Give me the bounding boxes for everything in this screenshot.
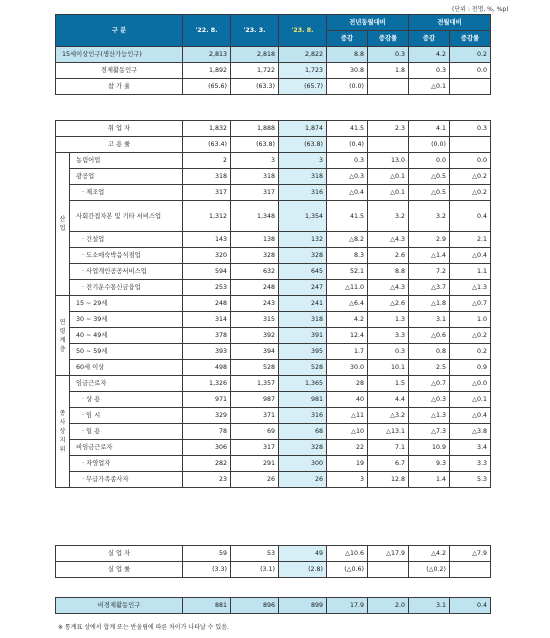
value-cell (450, 562, 491, 578)
footnote: ※ 통계표 상에서 합계 또는 반올림에 따른 차이가 나타날 수 있음. (58, 624, 229, 631)
value-cell: 0.4 (450, 598, 491, 614)
row-label: · 무급가족종사자 (70, 472, 183, 488)
value-cell: △0.6 (409, 328, 450, 344)
value-cell: 0.0 (409, 153, 450, 169)
value-cell: 378 (183, 328, 231, 344)
value-cell: 971 (183, 392, 231, 408)
value-cell: △4.2 (409, 546, 450, 562)
value-cell: (63.8) (279, 137, 327, 153)
table-row (56, 360, 491, 376)
row-label: 취 업 자 (56, 121, 183, 137)
value-cell: 2.3 (368, 121, 409, 137)
value-cell: △1.3 (450, 280, 491, 296)
value-cell: △13.1 (368, 424, 409, 440)
value-cell: 0.3 (368, 344, 409, 360)
value-cell: 328 (279, 440, 327, 456)
value-cell: 0.4 (450, 201, 491, 232)
value-cell: △0.2 (450, 185, 491, 201)
value-cell: 318 (183, 169, 231, 185)
table-row (56, 392, 491, 408)
value-cell: 1.5 (368, 376, 409, 392)
value-cell: 138 (231, 232, 279, 248)
value-cell: 1,874 (279, 121, 327, 137)
table-row (56, 201, 491, 232)
table-row (56, 598, 491, 614)
value-cell: 2,813 (183, 47, 231, 63)
side-char: 위 (59, 446, 66, 453)
value-cell: 0.0 (450, 153, 491, 169)
value-cell: 4.2 (327, 312, 368, 328)
table-row (56, 562, 491, 578)
value-cell: 318 (279, 312, 327, 328)
employment-detail-table (55, 120, 491, 488)
row-label: · 사업개인공공서비스업 (70, 264, 183, 280)
table-row (56, 280, 491, 296)
value-cell: 2.1 (450, 232, 491, 248)
value-cell: 1.3 (368, 312, 409, 328)
value-cell: 371 (231, 408, 279, 424)
value-cell: △0.1 (368, 169, 409, 185)
row-label: 비임금근로자 (70, 440, 183, 456)
value-cell: 981 (279, 392, 327, 408)
value-cell: 0.2 (450, 344, 491, 360)
value-cell: △1.3 (409, 408, 450, 424)
value-cell: △0.3 (409, 392, 450, 408)
value-cell: 52.1 (327, 264, 368, 280)
value-cell: 9.3 (409, 456, 450, 472)
value-cell: (63.8) (231, 137, 279, 153)
group-side-label (56, 153, 70, 296)
value-cell: 899 (279, 598, 327, 614)
value-cell: △0.4 (450, 408, 491, 424)
value-cell: 594 (183, 264, 231, 280)
value-cell: 3.4 (450, 440, 491, 456)
value-cell: 1.7 (327, 344, 368, 360)
value-cell: 3.1 (409, 312, 450, 328)
value-cell: 17.9 (327, 598, 368, 614)
value-cell: 10.9 (409, 440, 450, 456)
value-cell: 1,832 (183, 121, 231, 137)
side-char: 업 (59, 225, 66, 232)
value-cell: 0.3 (409, 63, 450, 79)
table-row (56, 137, 491, 153)
table-row (56, 546, 491, 562)
value-cell: 498 (183, 360, 231, 376)
value-cell: 8.8 (327, 47, 368, 63)
value-cell: 0.3 (450, 121, 491, 137)
table-row (56, 328, 491, 344)
value-cell: 0.3 (327, 153, 368, 169)
table-row (56, 440, 491, 456)
value-cell: 1,722 (231, 63, 279, 79)
value-cell: 69 (231, 424, 279, 440)
value-cell: 8.8 (368, 264, 409, 280)
value-cell: 528 (279, 360, 327, 376)
value-cell: 143 (183, 232, 231, 248)
value-cell: 78 (183, 424, 231, 440)
row-label: 40 ~ 49세 (70, 328, 183, 344)
value-cell: △10 (327, 424, 368, 440)
table-row (56, 153, 491, 169)
side-char: 사 (59, 419, 66, 426)
value-cell: 19 (327, 456, 368, 472)
value-cell: △0.1 (450, 392, 491, 408)
value-cell: 2,818 (231, 47, 279, 63)
value-cell: 59 (183, 546, 231, 562)
side-char: 연 (59, 318, 66, 326)
value-cell: △11 (327, 408, 368, 424)
row-label: 참 가 율 (56, 79, 183, 95)
side-char: 계 (59, 336, 66, 344)
row-label: · 건설업 (70, 232, 183, 248)
value-cell: 317 (231, 440, 279, 456)
table-row (56, 79, 491, 95)
value-cell: 0.0 (450, 63, 491, 79)
table-row (56, 232, 491, 248)
value-cell: 22 (327, 440, 368, 456)
value-cell: △0.5 (409, 185, 450, 201)
value-cell: △0.4 (327, 185, 368, 201)
value-cell: △7.3 (409, 424, 450, 440)
unit-note: (단위 : 천명, %, %p) (452, 6, 509, 13)
value-cell: △0.1 (368, 185, 409, 201)
value-cell: (65.6) (183, 79, 231, 95)
value-cell: 12.4 (327, 328, 368, 344)
value-cell: (2.8) (279, 562, 327, 578)
value-cell: 7.2 (409, 264, 450, 280)
row-label: 임금근로자 (70, 376, 183, 392)
value-cell: △0.5 (409, 169, 450, 185)
table-row (56, 169, 491, 185)
value-cell: 3 (279, 153, 327, 169)
value-cell: △11.0 (327, 280, 368, 296)
value-cell: 4.1 (409, 121, 450, 137)
value-cell: 3 (231, 153, 279, 169)
row-label: 경제활동인구 (56, 63, 183, 79)
value-cell: 1,326 (183, 376, 231, 392)
row-label: · 자영업자 (70, 456, 183, 472)
value-cell: 4.4 (368, 392, 409, 408)
value-cell: 2 (183, 153, 231, 169)
table-row (56, 424, 491, 440)
value-cell: 4.2 (409, 47, 450, 63)
value-cell: 3.3 (450, 456, 491, 472)
value-cell (368, 79, 409, 95)
value-cell: 987 (231, 392, 279, 408)
value-cell: △3.8 (450, 424, 491, 440)
row-label: 15세이상인구(생산가능인구) (56, 47, 183, 63)
value-cell: 53 (231, 546, 279, 562)
value-cell: 248 (231, 280, 279, 296)
value-cell: 394 (231, 344, 279, 360)
side-char: 종 (59, 410, 66, 417)
value-cell: 3 (327, 472, 368, 488)
value-cell (368, 562, 409, 578)
value-cell: (65.7) (279, 79, 327, 95)
value-cell: 0.8 (409, 344, 450, 360)
value-cell: 68 (279, 424, 327, 440)
value-cell: △0.1 (409, 79, 450, 95)
value-cell: 26 (279, 472, 327, 488)
value-cell: 1,312 (183, 201, 231, 232)
value-cell: 1.8 (368, 63, 409, 79)
value-cell: 3.2 (409, 201, 450, 232)
value-cell: 13.0 (368, 153, 409, 169)
value-cell: 3.3 (368, 328, 409, 344)
value-cell: 2.6 (368, 248, 409, 264)
value-cell: △8.2 (327, 232, 368, 248)
table-row (56, 472, 491, 488)
value-cell: 1,723 (279, 63, 327, 79)
value-cell: 881 (183, 598, 231, 614)
row-label: 비경제활동인구 (56, 598, 183, 614)
value-cell: 30.0 (327, 360, 368, 376)
value-cell: △3.2 (368, 408, 409, 424)
value-cell: △0.4 (450, 248, 491, 264)
value-cell: 132 (279, 232, 327, 248)
value-cell: 28 (327, 376, 368, 392)
table-row (56, 63, 491, 79)
row-label: · 전기운수통신금융업 (70, 280, 183, 296)
value-cell: 1.0 (450, 312, 491, 328)
header-sub: 증감 (409, 31, 450, 47)
row-label: 광공업 (70, 169, 183, 185)
value-cell: 0.9 (450, 360, 491, 376)
value-cell: 247 (279, 280, 327, 296)
value-cell: 300 (279, 456, 327, 472)
value-cell: △0.2 (450, 169, 491, 185)
value-cell: 5.3 (450, 472, 491, 488)
value-cell (450, 137, 491, 153)
value-cell: 528 (231, 360, 279, 376)
value-cell: 316 (279, 185, 327, 201)
value-cell: 2,822 (279, 47, 327, 63)
value-cell (368, 137, 409, 153)
value-cell: 318 (279, 169, 327, 185)
header-sub: 증감률 (450, 31, 491, 47)
side-char: 지 (59, 437, 66, 444)
header-col2: '23. 3. (231, 15, 279, 47)
table-row (56, 185, 491, 201)
value-cell: 30.8 (327, 63, 368, 79)
value-cell: 2.9 (409, 232, 450, 248)
value-cell: 7.1 (368, 440, 409, 456)
side-char: 령 (59, 327, 66, 335)
value-cell: (3.3) (183, 562, 231, 578)
table-row (56, 47, 491, 63)
value-cell: 1,892 (183, 63, 231, 79)
value-cell: (△0.6) (327, 562, 368, 578)
value-cell: 241 (279, 296, 327, 312)
value-cell: 393 (183, 344, 231, 360)
value-cell: △4.3 (368, 280, 409, 296)
table-row (56, 312, 491, 328)
value-cell: 632 (231, 264, 279, 280)
value-cell: 320 (183, 248, 231, 264)
table-row (56, 296, 491, 312)
row-label: · 일 용 (70, 424, 183, 440)
header-gubun: 구 분 (56, 15, 183, 47)
row-label: · 도소매숙박음식점업 (70, 248, 183, 264)
value-cell: (63.3) (231, 79, 279, 95)
value-cell: 314 (183, 312, 231, 328)
row-label: 실 업 률 (56, 562, 183, 578)
row-label: 고 용 률 (56, 137, 183, 153)
value-cell: 391 (279, 328, 327, 344)
value-cell: (0.4) (327, 137, 368, 153)
row-label: 15 ~ 29세 (70, 296, 183, 312)
value-cell: 395 (279, 344, 327, 360)
value-cell: 10.1 (368, 360, 409, 376)
value-cell: (3.1) (231, 562, 279, 578)
table-row (56, 408, 491, 424)
value-cell: 23 (183, 472, 231, 488)
value-cell: △0.0 (450, 376, 491, 392)
value-cell: 316 (279, 408, 327, 424)
value-cell: △10.6 (327, 546, 368, 562)
value-cell: △0.7 (409, 376, 450, 392)
value-cell: 243 (231, 296, 279, 312)
value-cell: △7.9 (450, 546, 491, 562)
value-cell: 1.1 (450, 264, 491, 280)
side-char: 산 (59, 216, 66, 223)
header-sub: 증감 (327, 31, 368, 47)
value-cell: 253 (183, 280, 231, 296)
unemployment-table (55, 545, 491, 578)
side-char: 상 (59, 428, 66, 435)
non-economic-table (55, 597, 491, 614)
value-cell: △0.2 (450, 328, 491, 344)
value-cell: 896 (231, 598, 279, 614)
row-label: · 상 용 (70, 392, 183, 408)
value-cell: △6.4 (327, 296, 368, 312)
value-cell: 317 (183, 185, 231, 201)
value-cell: △0.3 (327, 169, 368, 185)
value-cell: 41.5 (327, 201, 368, 232)
header-col1: '22. 8. (183, 15, 231, 47)
value-cell: 1,357 (231, 376, 279, 392)
value-cell: 328 (279, 248, 327, 264)
value-cell: 1,354 (279, 201, 327, 232)
group-side-label (56, 376, 70, 488)
value-cell: △3.7 (409, 280, 450, 296)
value-cell: 291 (231, 456, 279, 472)
side-char: 층 (59, 345, 66, 353)
employment-table (55, 14, 491, 95)
value-cell: 248 (183, 296, 231, 312)
value-cell: △17.9 (368, 546, 409, 562)
table-row (56, 456, 491, 472)
table-row (56, 344, 491, 360)
row-label: 사회간접자본 및 기타 서비스업 (70, 201, 183, 232)
value-cell: 0.3 (368, 47, 409, 63)
value-cell: △0.7 (450, 296, 491, 312)
value-cell: 12.8 (368, 472, 409, 488)
group-side-label (56, 296, 70, 376)
header-sub: 증감률 (368, 31, 409, 47)
value-cell: (0.0) (409, 137, 450, 153)
value-cell: 6.7 (368, 456, 409, 472)
value-cell: 26 (231, 472, 279, 488)
value-cell: 41.5 (327, 121, 368, 137)
value-cell: 1,348 (231, 201, 279, 232)
header-group-yoy: 전년동월대비 (327, 15, 409, 31)
row-label: · 임 시 (70, 408, 183, 424)
value-cell (450, 79, 491, 95)
value-cell: 1.4 (409, 472, 450, 488)
value-cell: 1,365 (279, 376, 327, 392)
table-row (56, 376, 491, 392)
value-cell: 40 (327, 392, 368, 408)
header-col3: '23. 8. (279, 15, 327, 47)
value-cell: (63.4) (183, 137, 231, 153)
row-label: 50 ~ 59세 (70, 344, 183, 360)
value-cell: 3.1 (409, 598, 450, 614)
row-label: 농림어업 (70, 153, 183, 169)
value-cell: 329 (183, 408, 231, 424)
value-cell: 2.0 (368, 598, 409, 614)
table-row (56, 264, 491, 280)
value-cell: 8.3 (327, 248, 368, 264)
value-cell: (0.0) (327, 79, 368, 95)
table-row (56, 121, 491, 137)
value-cell: △1.4 (409, 248, 450, 264)
value-cell: 318 (231, 169, 279, 185)
value-cell: 392 (231, 328, 279, 344)
row-label: 30 ~ 39세 (70, 312, 183, 328)
header-group-mom: 전월대비 (409, 15, 491, 31)
value-cell: 0.2 (450, 47, 491, 63)
value-cell: (△0.2) (409, 562, 450, 578)
value-cell: 328 (231, 248, 279, 264)
value-cell: 306 (183, 440, 231, 456)
value-cell: △1.8 (409, 296, 450, 312)
value-cell: 2.5 (409, 360, 450, 376)
value-cell: △2.6 (368, 296, 409, 312)
row-label: 60세 이상 (70, 360, 183, 376)
row-label: 실 업 자 (56, 546, 183, 562)
value-cell: 645 (279, 264, 327, 280)
value-cell: 1,888 (231, 121, 279, 137)
table-row (56, 248, 491, 264)
value-cell: 3.2 (368, 201, 409, 232)
value-cell: 282 (183, 456, 231, 472)
value-cell: 317 (231, 185, 279, 201)
value-cell: △4.3 (368, 232, 409, 248)
value-cell: 315 (231, 312, 279, 328)
value-cell: 49 (279, 546, 327, 562)
row-label: · 제조업 (70, 185, 183, 201)
